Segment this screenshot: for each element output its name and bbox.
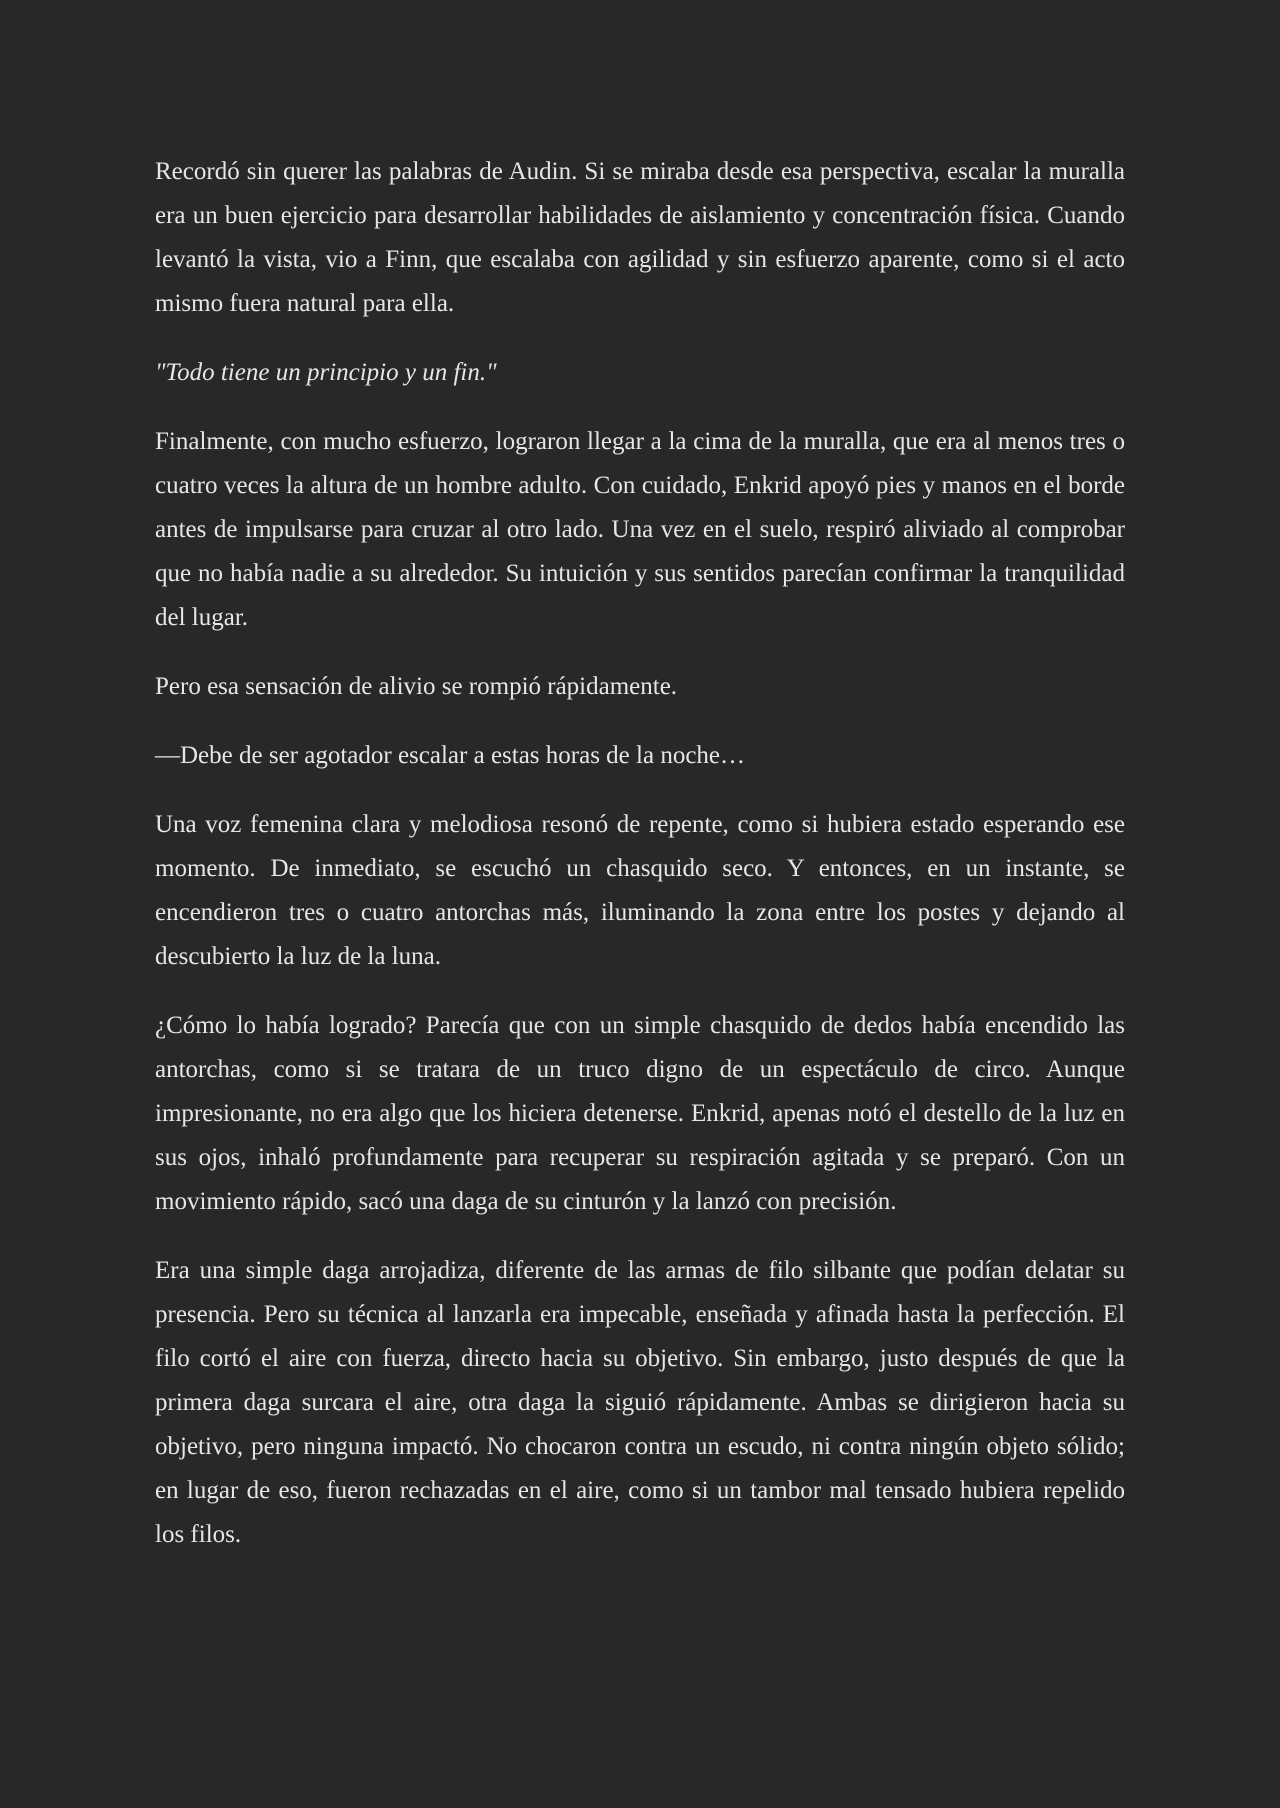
italic-quote-paragraph: "Todo tiene un principio y un fin.": [155, 359, 497, 386]
paragraph: Una voz femenina clara y melodiosa resonó de repente, como si hubiera estado esperando ese momento. De inmediato, se escuchó un chasquido seco. Y entonces, en un instante, se encendieron tres o cuatro antorchas más, iluminando la zona entre los postes y dejando al descubierto la luz de la luna.: [155, 811, 1125, 970]
paragraph: Finalmente, con mucho esfuerzo, lograron llegar a la cima de la muralla, que era al menos tres o cuatro veces la altura de un hombre adulto. Con cuidado, Enkrid apoyó pies y manos en el borde antes de impulsarse para cruzar al otro lado. Una vez en el suelo, respiró aliviado al comprobar que no había nadie a su alrededor. Su intuición y sus sentidos parecían confirmar la tranquilidad del lugar.: [155, 428, 1125, 631]
reading-page: [155, 150, 1125, 1582]
paragraph: Era una simple daga arrojadiza, diferente de las armas de filo silbante que podían delatar su presencia. Pero su técnica al lanzarla era impecable, enseñada y afinada hasta la perfección. El filo cortó el aire con fuerza, directo hacia su objetivo. Sin embargo, justo después de que la primera daga surcara el aire, otra daga la siguió rápidamente. Ambas se dirigieron hacia su objetivo, pero ninguna impactó. No chocaron contra un escudo, ni contra ningún objeto sólido; en lugar de eso, fueron rechazadas en el aire, como si un tambor mal tensado hubiera repelido los filos.: [155, 1257, 1125, 1548]
paragraph: Pero esa sensación de alivio se rompió rápidamente.: [155, 673, 678, 700]
paragraph: Recordó sin querer las palabras de Audin. Si se miraba desde esa perspectiva, escalar la muralla era un buen ejercicio para desarrollar habilidades de aislamiento y concentración física. Cuando levantó la vista, vio a Finn, que escalaba con agilidad y sin esfuerzo aparente, como si el acto mismo fuera natural para ella.: [155, 158, 1125, 317]
paragraph: ¿Cómo lo había logrado? Parecía que con un simple chasquido de dedos había encendido las antorchas, como si se tratara de un truco digno de un espectáculo de circo. Aunque impresionante, no era algo que los hiciera detenerse. Enkrid, apenas notó el destello de la luz en sus ojos, inhaló profundamente para recuperar su respiración agitada y se preparó. Con un movimiento rápido, sacó una daga de su cinturón y la lanzó con precisión.: [155, 1012, 1125, 1215]
dialogue-paragraph: —Debe de ser agotador escalar a estas horas de la noche…: [155, 742, 746, 769]
